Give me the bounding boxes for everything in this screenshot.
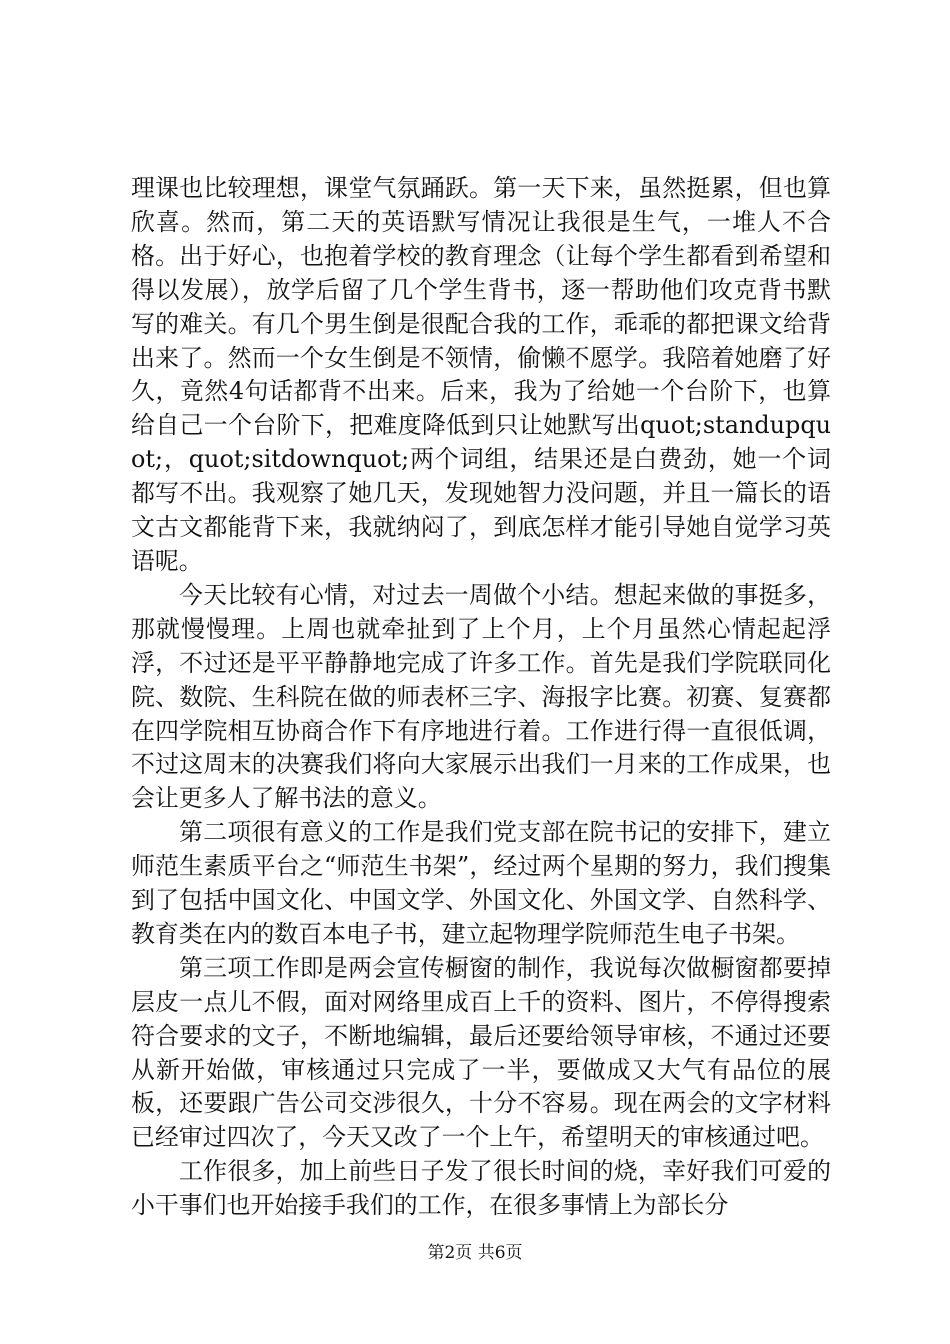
- paragraph-continuation: 理课也比较理想，课堂气氛踊跃。第一天下来，虽然挺累，但也算欣喜。然而，第二天的英语默写情况让我很是生气，一堆人不合格。出于好心，也抱着学校的教育理念（让每个学生都看到希望和得以发展），放学后留了几个学生背书，逐一帮助他们攻克背书默写的难关。有几个男生倒是很配合我的工作，乖乖的都把课文给背出来了。然而一个女生倒是不领情，偷懒不愿学。我陪着她磨了好久，竟然4句话都背不出来。后来，我为了给她一个台阶下，也算给自己一个台阶下，把难度降低到只让她默写出quot;standupquot;，quot;sitdownquot;两个词组，结果还是白费劲，她一个词都写不出。我观察了她几天，发现她智力没问题，并且一篇长的语文古文都能背下来，我就纳闷了，到底怎样才能引导她自觉学习英语呢。: [131, 174, 831, 575]
- paragraph-work-load: 工作很多，加上前些日子发了很长时间的烧，幸好我们可爱的小干事们也开始接手我们的工作，在很多事情上为部长分: [131, 1157, 831, 1220]
- paragraph-weekly-summary: 今天比较有心情，对过去一周做个小结。想起来做的事挺多，那就慢慢理。上周也就牵扯到了上个月，上个月虽然心情起起浮浮，不过还是平平静静地完成了许多工作。首先是我们学院联同化院、数院、生科院在做的师表杯三字、海报字比赛。初赛、复赛都在四学院相互协商合作下有序地进行着。工作进行得一直很低调，不过这周末的决赛我们将向大家展示出我们一月来的工作成果，也会让更多人了解书法的意义。: [131, 580, 831, 813]
- paragraph-bookshelf: 第二项很有意义的工作是我们党支部在院书记的安排下，建立师范生素质平台之“师范生书架”，经过两个星期的努力，我们搜集到了包括中国文化、中国文学、外国文化、外国文学、自然科学、教育类在内的数百本电子书，建立起物理学院师范生电子书架。: [131, 818, 831, 948]
- paragraph-showcase: 第三项工作即是两会宣传橱窗的制作，我说每次做橱窗都要掉层皮一点儿不假，面对网络里成百上千的资料、图片，不停得搜索符合要求的文子，不断地编辑，最后还要给领导审核，不通过还要从新开始做，审核通过只完成了一半，要做成又大气有品位的展板，还要跟广告公司交涉很久，十分不容易。现在两会的文字材料已经审过四次了，今天又改了一个上午，希望明天的审核通过吧。: [131, 953, 831, 1152]
- page-number-footer: 第2页 共6页: [427, 1243, 523, 1263]
- document-body: [131, 172, 831, 1223]
